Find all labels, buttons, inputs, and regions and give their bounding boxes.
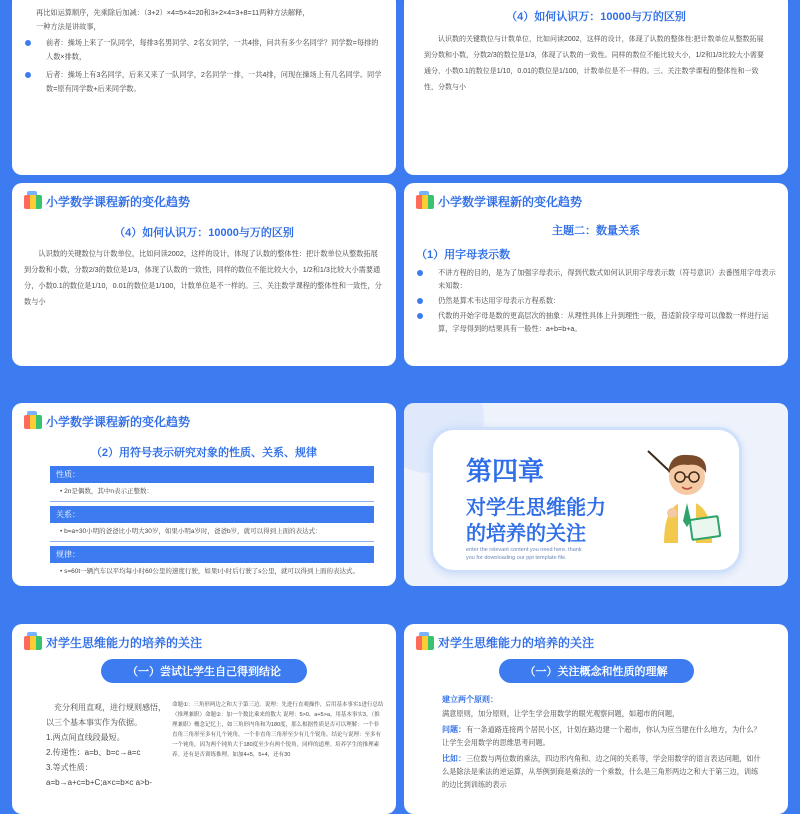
slide-1-line-2: 一种方法是讲故事， (36, 22, 101, 31)
slide-7-pill: （一）尝试让学生自己得到结论 (101, 659, 307, 683)
slide-5-header (24, 413, 384, 430)
teacher-illustration (642, 443, 732, 553)
right-text: 命题①：三角形两边之和大于第三边。说理：先进行直观操作，后用基本事实1进行总结（推理兼职）命题②：加一个数比乘来的数大 说理：5>0、a+5>a。用基本事实3。（推理兼职）概念记忆上，如三角形内角和为180度，那么根据性质是否可以理解：一个非直角三角形至多有几个钝角，一个非直角三角形至少有几个锐角。结论与说理：至多有一个钝角，因为两个钝角大于180度至少有两个锐角，同样的道理。培养学生的推理素养。还有是否训练推理。如加4+5，5+4，还有30 (172, 702, 384, 758)
example-text: 三位数与两位数的乘法，四边形内角和、边之间的关系等，学会用数学的语言表达问题，如什么是除法是乘法的逆运算，从举例到商是乘法的一个乘数，什么是三角形两边之和大于第三边，训练的边比到训练的表示 (442, 754, 761, 789)
example-label: 比如： (442, 754, 466, 763)
chapter-subtitle-2: you for downloading our ppt template file. (466, 555, 567, 561)
slide-4-header (416, 193, 776, 210)
relation-text: • b=a+30小明的爸爸比小明大30岁，如果小明a岁时，爸爸b岁，就可以得到上面的表达式： (50, 523, 374, 542)
property-label: 性质： (50, 466, 374, 483)
slide-4-theme: 主题二：数量关系 (552, 225, 640, 237)
slide-3[interactable] (12, 183, 396, 366)
slide-1-line-1: 再比如运算顺序，先乘除后加减：（3+2）×4=5×4=20和3+2×4=3+8=11两种方法解释， (36, 8, 310, 17)
slide-4-header-text: 小学数学课程新的变化趋势 (438, 195, 583, 209)
chapter-number: 第四章 (466, 456, 545, 486)
abacus-icon (416, 195, 434, 209)
slide-2-heading: （4）如何认识万：10000与万的区别 (506, 11, 686, 23)
question-row (442, 723, 762, 749)
question-label: 问题： (442, 725, 466, 734)
property-text-value: 2n是偶数，其中n表示正整数： (64, 488, 153, 495)
example-row (442, 752, 762, 791)
rule-label: 规律： (50, 546, 374, 563)
chapter-title-2: 的培养的关注 (466, 523, 586, 545)
abacus-icon (24, 195, 42, 209)
slide-8-pill: （一）关注概念和性质的理解 (499, 659, 694, 683)
slide-2-body: 认识数的关键数位与计数单位，比如问读2002，这样的设计，体现了认数的整体性:把计数单位从整数拓展到分数和小数，分数2/3的数位是1/3，体现了认数的一致性。同样的数位不能比较大小，1/2和1/3比较大小需要通分，小数0.1的数位是1/10，0.01的数位是1/100，计数单位是不一样的。三、关注数学课程的整体性和一致性，分数与小 (424, 36, 764, 91)
abacus-icon (24, 415, 42, 429)
abacus-icon (416, 636, 434, 650)
slide-3-header-text: 小学数学课程新的变化趋势 (46, 195, 191, 209)
slide-8-header-text: 对学生思维能力的培养的关注 (438, 636, 595, 650)
slide-7[interactable] (12, 624, 396, 814)
relation-text-value: b=a+30小明的爸爸比小明大30岁，如果小明a岁时，爸爸b岁，就可以得到上面的表达式： (64, 528, 322, 535)
chapter-title-1: 对学生思维能力 (466, 497, 606, 519)
property-text: • 2n是偶数，其中n表示正整数： (50, 483, 374, 502)
slide-2[interactable] (404, 0, 788, 175)
slide-4-bullet-3: 代数的开始字母是数的更高层次的抽象：从理性具体上升到理性一般，普适阶段字母可以像数一样进行运算，字母得到的结果具有一般性：a+b=b+a。 (416, 309, 776, 335)
left-item-2: 2.传递性：a=b、b=c→a=c (46, 748, 141, 757)
slide-5-header-text: 小学数学课程新的变化趋势 (46, 415, 191, 429)
rule-text-value: s=60t一辆汽车以平均每小时60公里的速度行驶，如果t小时后行驶了s公里，就可以得到上面的表达式。 (64, 568, 359, 575)
principles-label: 建立两个原则： (442, 695, 498, 704)
slide-5-heading: （2）用符号表示研究对象的性质、关系、规律 (90, 447, 318, 459)
slide-8[interactable] (404, 624, 788, 814)
principles-text: 满意原则，加分原则，让学生学会用数学的眼光观察问题，如超市的问题， (442, 709, 680, 718)
relation-label: 关系： (50, 506, 374, 523)
abacus-icon (24, 636, 42, 650)
question-text: 有一条道路连接两个居民小区，计划在路边建一个超市，你认为应当建在什么地方，为什么？让学生会用数学的思维思考问题。 (442, 725, 761, 747)
slide-5[interactable] (12, 403, 396, 586)
chapter-subtitle-1: enter the relevant content you need here. thank (466, 547, 582, 553)
slide-8-header (416, 634, 776, 651)
slide-1-bullet-2: 后者：操场上有3名同学，后来又来了一队同学，2名同学一排，一共4排，问现在操场上有几名同学。同学数=原有同学数+后来同学数。 (24, 68, 384, 96)
slide-4-heading: （1）用字母表示数 (416, 249, 511, 261)
left-item-3: 3.等式性质： (46, 763, 93, 772)
rule-text: • s=60t一辆汽车以平均每小时60公里的速度行驶，如果t小时后行驶了s公里，就可以得到上面的表达式。 (60, 568, 359, 575)
left-intro: 充分利用直观，进行规则感悟，以三个基本事实作为依据。 (46, 703, 166, 727)
slide-4-bullet-1: 不讲方程的目的，是为了加强字母表示，得到代数式如何认识用字母表示数（符号意识）去番图用字母表示未知数： (416, 266, 776, 292)
slide-7-header-text: 对学生思维能力的培养的关注 (46, 636, 203, 650)
slide-4-bullet-2: 仍然是算术韦达用字母表示方程系数： (416, 294, 776, 307)
slide-1[interactable] (12, 0, 396, 175)
slide-7-header (24, 634, 384, 651)
left-item-1: 1.两点间直线段最短。 (46, 733, 125, 742)
slide-6[interactable] (404, 403, 788, 586)
slide-1-bullet-1: 前者：操场上来了一队同学，每排3名男同学、2名女同学，一共4排，问共有多少名同学？同学数=每排的人数×排数， (24, 36, 384, 64)
slide-3-body: 认识数的关键数位与计数单位，比如问读2002，这样的设计，体现了认数的整体性：把计数单位从整数拓展到分数和小数，分数2/3的数位是1/3，体现了认数的一致性，同样的数位不能比较大小，1/2和1/3比较大小需要通分，小数0.1的数位是1/10，0.01的数位是1/100，计数单位是不一样的。三、关注数学课程的整体性和一致性，分数与小 (24, 249, 382, 306)
slide-3-heading: （4）如何认识万：10000与万的区别 (114, 227, 294, 239)
left-item-4: a=b→a+c=b+C;a×c=b×c a>b- (46, 778, 152, 787)
slide-3-header (24, 193, 384, 210)
slide-4[interactable] (404, 183, 788, 366)
